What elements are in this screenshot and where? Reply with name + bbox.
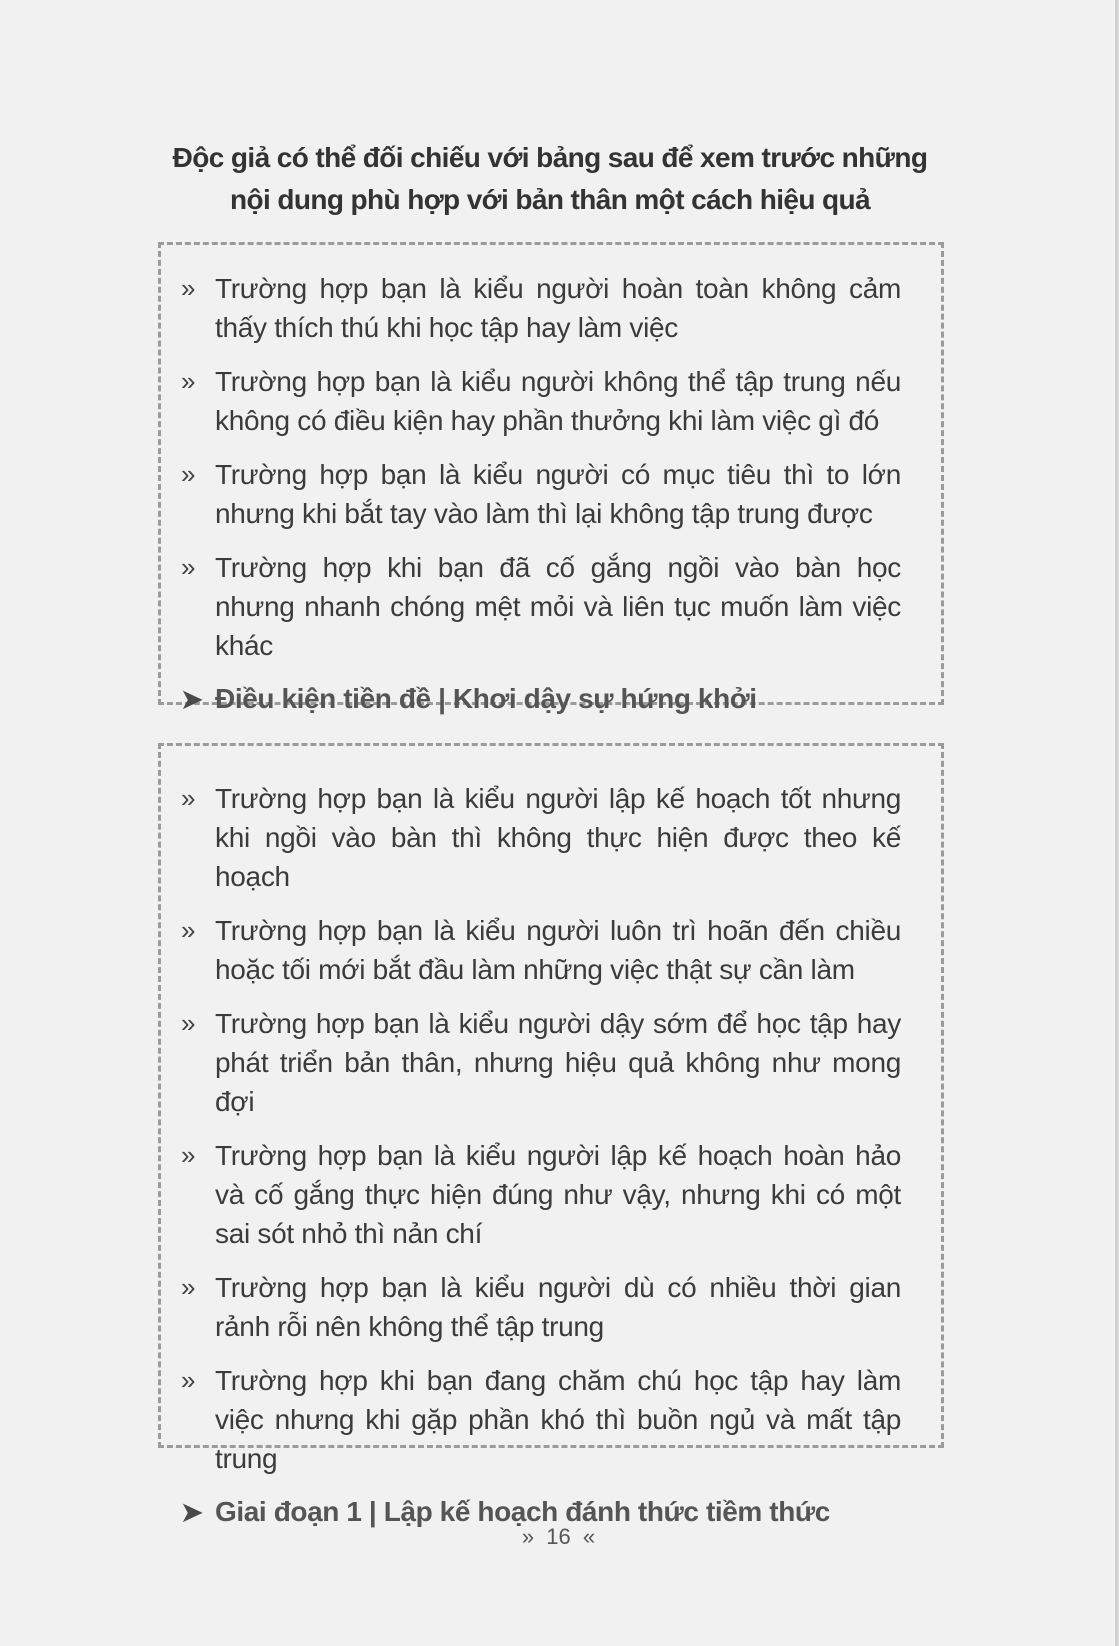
list-item	[181, 1268, 901, 1346]
list-item-text: Trường hợp bạn là kiểu người dậy sớm để học tập hay phát triển bản thân, nhưng hiệu quả không như mong đợi	[215, 1008, 901, 1117]
list-item	[181, 911, 901, 989]
list-item-text: Trường hợp bạn là kiểu người lập kế hoạch tốt nhưng khi ngồi vào bàn thì không thực hiện được theo kế hoạch	[215, 783, 901, 892]
list-item	[181, 1004, 901, 1121]
list-item	[181, 455, 901, 533]
arrow-right-icon: ➤	[181, 1497, 203, 1527]
bullet-icon: »	[181, 915, 196, 945]
page-footer	[0, 1520, 1117, 1553]
list-item	[181, 362, 901, 440]
page-number: 16	[546, 1524, 571, 1550]
reference-box-2	[158, 743, 944, 1527]
title-line-1: Độc giả có thể đối chiếu với bảng sau để xem trước những	[172, 142, 928, 173]
bullet-icon: »	[181, 1365, 196, 1395]
list-item	[181, 269, 901, 347]
bullet-icon: »	[181, 1140, 196, 1170]
bullet-icon: »	[181, 783, 196, 813]
list-item-text: Trường hợp bạn là kiểu người có mục tiêu thì to lớn nhưng khi bắt tay vào làm thì lại không tập trung được	[215, 459, 901, 529]
chapter-reference-text: Giai đoạn 1 | Lập kế hoạch đánh thức tiềm thức	[215, 1496, 830, 1527]
page-edge	[1115, 0, 1117, 1646]
page-title	[150, 137, 950, 221]
bullet-icon: »	[181, 459, 196, 489]
list-item	[181, 1136, 901, 1253]
page-mark-right: «	[582, 1524, 596, 1550]
list-item	[181, 779, 901, 896]
page-mark-left: »	[521, 1524, 535, 1550]
list-item-text: Trường hợp bạn là kiểu người lập kế hoạch hoàn hảo và cố gắng thực hiện đúng như vậy, nhưng khi có một sai sót nhỏ thì nản chí	[215, 1140, 901, 1249]
arrow-right-icon: ➤	[181, 684, 203, 714]
list-item-text: Trường hợp bạn là kiểu người không thể tập trung nếu không có điều kiện hay phần thưởng khi làm việc gì đó	[215, 366, 901, 436]
list-item	[181, 1361, 901, 1478]
list-item-text: Trường hợp khi bạn đã cố gắng ngồi vào bàn học nhưng nhanh chóng mệt mỏi và liên tục muốn làm việc khác	[215, 552, 901, 661]
list-item-text: Trường hợp bạn là kiểu người luôn trì hoãn đến chiều hoặc tối mới bắt đầu làm những việc thật sự cần làm	[215, 915, 901, 985]
list-item-text: Trường hợp khi bạn đang chăm chú học tập hay làm việc nhưng khi gặp phần khó thì buồn ngủ và mất tập trung	[215, 1365, 901, 1474]
list-item-text: Trường hợp bạn là kiểu người hoàn toàn không cảm thấy thích thú khi học tập hay làm việc	[215, 273, 901, 343]
list-item-text: Trường hợp bạn là kiểu người dù có nhiều thời gian rảnh rỗi nên không thể tập trung	[215, 1272, 901, 1342]
bullet-icon: »	[181, 1272, 196, 1302]
bullet-icon: »	[181, 1008, 196, 1038]
chapter-reference-text: Điều kiện tiền đề | Khơi dậy sự hứng khởi	[215, 683, 757, 714]
chapter-reference	[181, 680, 901, 718]
reference-box-1	[158, 242, 944, 714]
bullet-icon: »	[181, 273, 196, 303]
bullet-icon: »	[181, 366, 196, 396]
title-line-2: nội dung phù hợp với bản thân một cách hiệu quả	[229, 184, 871, 215]
bullet-icon: »	[181, 552, 196, 582]
list-item	[181, 548, 901, 665]
